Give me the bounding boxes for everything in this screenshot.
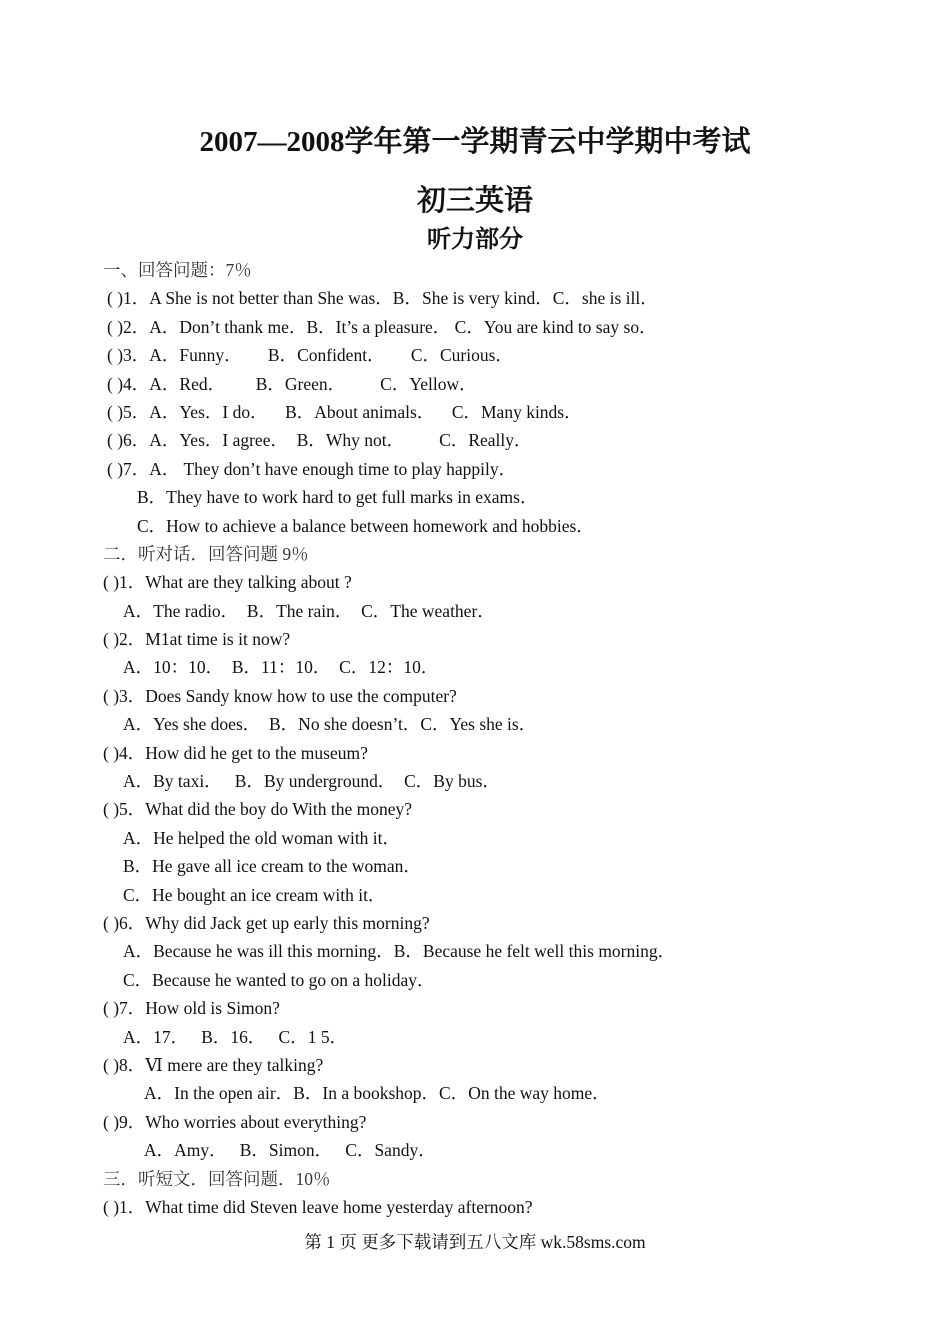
question-line: ( )5．A．Yes．I do． B．About animals． C．Many kinds． (107, 401, 582, 422)
option-line: A．Yes she does． B．No she doesn’t．C．Yes she is． (123, 714, 537, 735)
option-line: A．He helped the old woman with it． (123, 827, 401, 848)
section-heading-1: 一、回答问题：7％ (103, 260, 252, 280)
option-line: B．He gave all ice cream to the woman． (123, 856, 421, 877)
subject-title: 初三英语 (416, 185, 533, 217)
question-line: ( )6．A．Yes．I agree． B．Why not． C．Really． (107, 430, 532, 451)
question-line: ( )2．M1at time is it now? (103, 629, 291, 650)
part-title: 听力部分 (427, 227, 523, 253)
question-line: ( )2．A．Don’t thank me．B．It’s a pleasure． C．You are kind to say so． (107, 316, 657, 337)
question-line: ( )3．Does Sandy know how to use the computer? (103, 685, 457, 706)
option-line: A．In the open air．B．In a bookshop．C．On the way home． (144, 1083, 610, 1104)
exam-title: 2007—2008学年第一学期青云中学期中考试 (199, 126, 751, 158)
option-line: C．How to achieve a balance between homework and hobbies． (137, 515, 594, 536)
question-line: ( )4．A．Red． B．Green． C．Yellow． (107, 373, 477, 394)
option-line: A．10：10． B．11：10． C．12：10． (123, 657, 439, 678)
option-line: C．He bought an ice cream with it． (123, 884, 386, 905)
section-heading-3: 三．听短文．回答问题．10％ (103, 1168, 331, 1189)
question-line: ( )6．Why did Jack get up early this morning? (103, 912, 430, 933)
question-line: ( )5．What did the boy do With the money? (103, 799, 413, 820)
section-heading-2: 二．听对话．回答问题 9％ (103, 543, 309, 564)
question-line: ( )1．A She is not better than She was．B．She is very kind．C．she is ill． (107, 288, 658, 309)
question-line: ( )7．How old is Simon? (103, 998, 280, 1019)
question-line: ( )9．Who worries about everything? (103, 1111, 367, 1132)
question-line: ( )1．What time did Steven leave home yesterday afternoon? (103, 1196, 533, 1217)
option-line: A．17． B．16． C．1 5． (123, 1026, 348, 1047)
option-line: A．The radio． B．The rain． C．The weather． (123, 600, 495, 621)
question-line: ( )8．Ⅵ mere are they talking? (103, 1054, 324, 1075)
question-line: ( )1．What are they talking about ? (103, 572, 352, 593)
question-line: ( )4．How did he get to the museum? (103, 742, 368, 763)
question-line: ( )7．A． They don’t have enough time to play happily． (107, 458, 517, 479)
option-line: A．By taxi． B．By underground． C．By bus． (123, 771, 500, 792)
option-line: B．They have to work hard to get full marks in exams． (137, 487, 538, 508)
option-line: A．Amy． B．Simon． C．Sandy． (144, 1140, 436, 1161)
document-body (103, 256, 903, 1221)
option-line: A．Because he was ill this morning．B．Because he felt well this morning． (123, 941, 676, 962)
option-line: C．Because he wanted to go on a holiday． (123, 969, 435, 990)
question-line: ( )3．A．Funny． B．Confident． C．Curious． (107, 345, 513, 366)
page-footer: 第 1 页 更多下载请到五八文库 wk.58sms.com (304, 1232, 646, 1252)
